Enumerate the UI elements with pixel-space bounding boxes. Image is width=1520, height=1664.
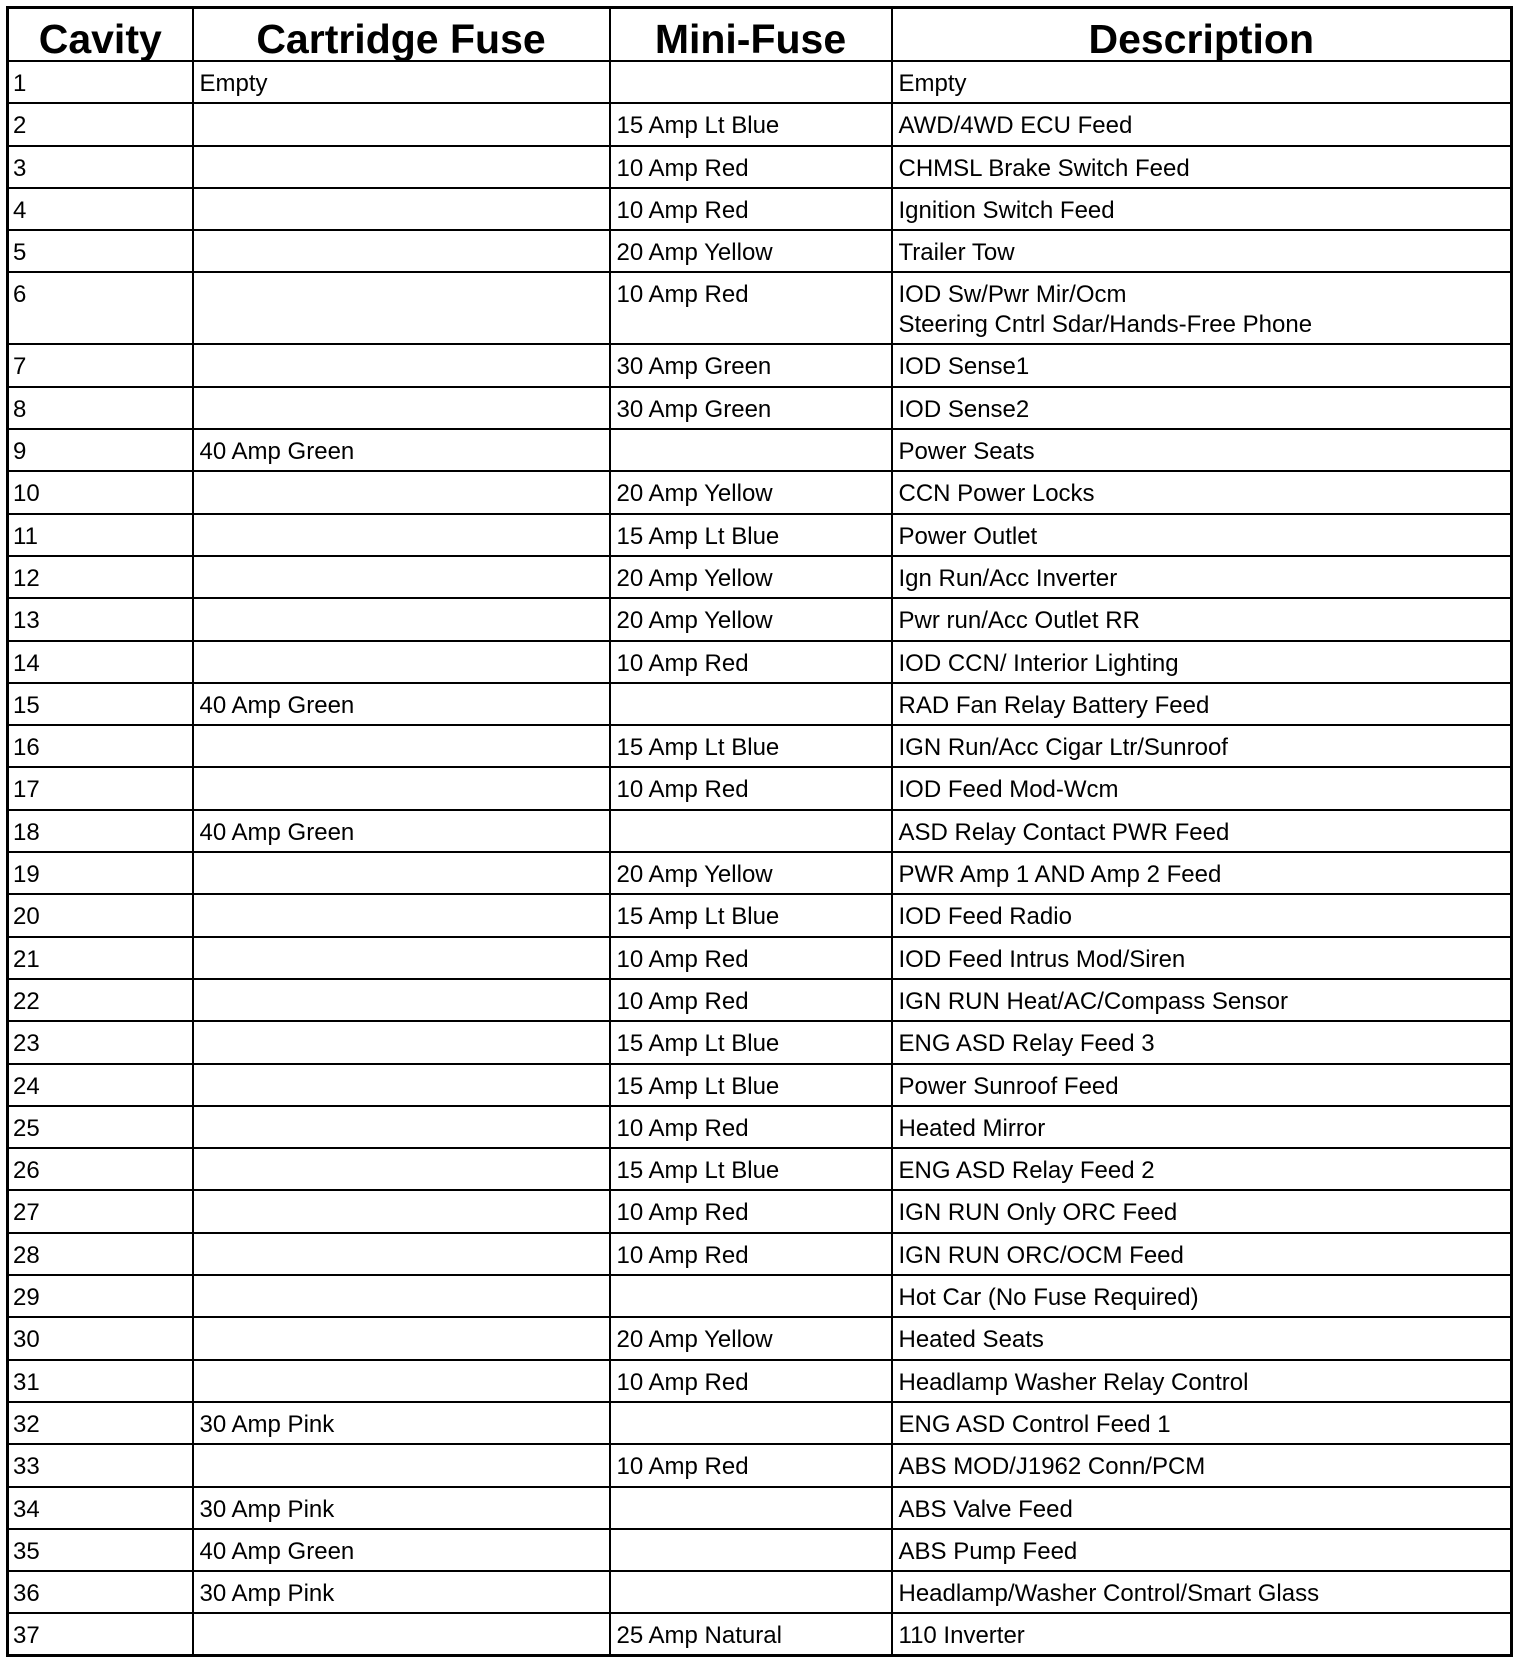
description-line: IGN Run/Acc Cigar Ltr/Sunroof (898, 734, 1228, 762)
cartridge-fuse-cell: 30 Amp Pink (193, 1571, 610, 1613)
description-line: IOD Sense2 (898, 395, 1030, 423)
mini-fuse-cell (610, 61, 892, 103)
mini-fuse-cell: 20 Amp Yellow (610, 556, 892, 598)
cartridge-fuse-cell (193, 1613, 610, 1655)
description-cell (892, 1571, 1512, 1613)
cartridge-fuse-cell (193, 641, 610, 683)
description-cell (892, 767, 1512, 809)
cartridge-fuse-cell (193, 598, 610, 640)
cartridge-fuse-cell (193, 1275, 610, 1317)
description-cell (892, 1613, 1512, 1655)
cavity-cell: 31 (8, 1360, 193, 1402)
description-cell (892, 1275, 1512, 1317)
description-cell (892, 1529, 1512, 1571)
mini-fuse-cell: 20 Amp Yellow (610, 230, 892, 272)
description-cell (892, 810, 1512, 852)
cavity-cell: 30 (8, 1317, 193, 1359)
mini-fuse-cell (610, 1275, 892, 1317)
cavity-cell: 18 (8, 810, 193, 852)
description-line: Power Outlet (898, 522, 1038, 550)
description-line: IOD Feed Intrus Mod/Siren (898, 945, 1186, 973)
fuse-table (6, 6, 1513, 1657)
mini-fuse-cell: 10 Amp Red (610, 146, 892, 188)
description-cell (892, 344, 1512, 386)
description-cell (892, 146, 1512, 188)
mini-fuse-cell (610, 429, 892, 471)
mini-fuse-cell (610, 1487, 892, 1529)
description-cell (892, 641, 1512, 683)
table-row (8, 725, 1512, 767)
table-row (8, 514, 1512, 556)
table-row (8, 103, 1512, 145)
description-line: Heated Seats (898, 1326, 1044, 1354)
table-row (8, 188, 1512, 230)
table-row (8, 429, 1512, 471)
description-cell (892, 937, 1512, 979)
description-cell (892, 103, 1512, 145)
mini-fuse-cell: 30 Amp Green (610, 344, 892, 386)
mini-fuse-cell (610, 1529, 892, 1571)
cavity-cell: 25 (8, 1106, 193, 1148)
description-cell (892, 1487, 1512, 1529)
cartridge-fuse-cell (193, 188, 610, 230)
description-cell (892, 61, 1512, 103)
cavity-cell: 32 (8, 1402, 193, 1444)
cavity-cell: 35 (8, 1529, 193, 1571)
table-row (8, 937, 1512, 979)
description-cell (892, 556, 1512, 598)
cartridge-fuse-cell: Empty (193, 61, 610, 103)
description-cell (892, 429, 1512, 471)
table-row (8, 387, 1512, 429)
mini-fuse-cell: 15 Amp Lt Blue (610, 1148, 892, 1190)
description-line: IOD CCN/ Interior Lighting (898, 649, 1179, 677)
mini-fuse-cell: 15 Amp Lt Blue (610, 103, 892, 145)
mini-fuse-cell: 10 Amp Red (610, 188, 892, 230)
description-line: Ign Run/Acc Inverter (898, 564, 1118, 592)
table-row (8, 683, 1512, 725)
header-cavity: Cavity (8, 8, 193, 62)
cartridge-fuse-cell (193, 514, 610, 556)
table-row (8, 61, 1512, 103)
table-row (8, 1529, 1512, 1571)
table-row (8, 1613, 1512, 1655)
description-line: IGN RUN Heat/AC/Compass Sensor (898, 987, 1288, 1015)
header-description: Description (892, 8, 1512, 62)
description-line: ABS Valve Feed (898, 1495, 1073, 1523)
cavity-cell: 16 (8, 725, 193, 767)
cartridge-fuse-cell: 30 Amp Pink (193, 1402, 610, 1444)
description-line: Headlamp/Washer Control/Smart Glass (898, 1580, 1320, 1608)
table-row (8, 1360, 1512, 1402)
cartridge-fuse-cell: 40 Amp Green (193, 683, 610, 725)
cavity-cell: 21 (8, 937, 193, 979)
cartridge-fuse-cell: 30 Amp Pink (193, 1487, 610, 1529)
description-line: IOD Feed Radio (898, 903, 1072, 931)
mini-fuse-cell: 20 Amp Yellow (610, 852, 892, 894)
description-cell (892, 230, 1512, 272)
mini-fuse-cell: 25 Amp Natural (610, 1613, 892, 1655)
cavity-cell: 5 (8, 230, 193, 272)
cartridge-fuse-cell (193, 146, 610, 188)
cavity-cell: 26 (8, 1148, 193, 1190)
cartridge-fuse-cell (193, 1233, 610, 1275)
description-cell (892, 725, 1512, 767)
cartridge-fuse-cell (193, 1148, 610, 1190)
cartridge-fuse-cell (193, 852, 610, 894)
cartridge-fuse-cell: 40 Amp Green (193, 429, 610, 471)
cartridge-fuse-cell (193, 1064, 610, 1106)
cartridge-fuse-cell (193, 1444, 610, 1486)
mini-fuse-cell: 10 Amp Red (610, 1444, 892, 1486)
description-line: Pwr run/Acc Outlet RR (898, 607, 1140, 635)
description-line: PWR Amp 1 AND Amp 2 Feed (898, 861, 1222, 889)
cavity-cell: 14 (8, 641, 193, 683)
description-line: IGN RUN Only ORC Feed (898, 1199, 1178, 1227)
description-line: AWD/4WD ECU Feed (898, 112, 1133, 140)
table-row (8, 230, 1512, 272)
description-cell (892, 1402, 1512, 1444)
cavity-cell: 9 (8, 429, 193, 471)
cavity-cell: 15 (8, 683, 193, 725)
table-row (8, 1190, 1512, 1232)
table-row (8, 598, 1512, 640)
table-row (8, 810, 1512, 852)
cartridge-fuse-cell (193, 103, 610, 145)
description-cell (892, 1444, 1512, 1486)
mini-fuse-cell: 10 Amp Red (610, 1233, 892, 1275)
cartridge-fuse-cell (193, 894, 610, 936)
description-line: Trailer Tow (898, 239, 1015, 267)
description-cell (892, 1064, 1512, 1106)
cartridge-fuse-cell (193, 1021, 610, 1063)
cavity-cell: 8 (8, 387, 193, 429)
cavity-cell: 20 (8, 894, 193, 936)
description-line: Headlamp Washer Relay Control (898, 1368, 1249, 1396)
description-line: IOD Sense1 (898, 353, 1030, 381)
table-row (8, 1106, 1512, 1148)
description-line: ENG ASD Control Feed 1 (898, 1410, 1171, 1438)
description-cell (892, 1360, 1512, 1402)
description-cell (892, 683, 1512, 725)
table-row (8, 1317, 1512, 1359)
cavity-cell: 11 (8, 514, 193, 556)
cartridge-fuse-cell (193, 725, 610, 767)
description-cell (892, 1233, 1512, 1275)
description-cell (892, 1190, 1512, 1232)
cavity-cell: 28 (8, 1233, 193, 1275)
mini-fuse-cell: 15 Amp Lt Blue (610, 894, 892, 936)
cartridge-fuse-cell: 40 Amp Green (193, 1529, 610, 1571)
table-row (8, 1233, 1512, 1275)
cavity-cell: 23 (8, 1021, 193, 1063)
cavity-cell: 13 (8, 598, 193, 640)
description-line: Power Seats (898, 438, 1035, 466)
cavity-cell: 4 (8, 188, 193, 230)
table-row (8, 1402, 1512, 1444)
description-line: ABS Pump Feed (898, 1537, 1078, 1565)
cavity-cell: 27 (8, 1190, 193, 1232)
cartridge-fuse-cell (193, 1360, 610, 1402)
cartridge-fuse-cell (193, 937, 610, 979)
table-row (8, 556, 1512, 598)
cavity-cell: 19 (8, 852, 193, 894)
cavity-cell: 1 (8, 61, 193, 103)
mini-fuse-cell: 30 Amp Green (610, 387, 892, 429)
mini-fuse-cell: 15 Amp Lt Blue (610, 514, 892, 556)
cavity-cell: 22 (8, 979, 193, 1021)
table-row (8, 767, 1512, 809)
description-line: Steering Cntrl Sdar/Hands-Free Phone (898, 311, 1313, 339)
description-line: CCN Power Locks (898, 480, 1095, 508)
table-row (8, 1487, 1512, 1529)
description-cell (892, 1317, 1512, 1359)
cavity-cell: 34 (8, 1487, 193, 1529)
mini-fuse-cell: 10 Amp Red (610, 1360, 892, 1402)
table-row (8, 1148, 1512, 1190)
table-row (8, 471, 1512, 513)
cartridge-fuse-cell: 40 Amp Green (193, 810, 610, 852)
mini-fuse-cell: 10 Amp Red (610, 641, 892, 683)
cavity-cell: 37 (8, 1613, 193, 1655)
table-row (8, 1021, 1512, 1063)
cavity-cell: 29 (8, 1275, 193, 1317)
description-line: ENG ASD Relay Feed 2 (898, 1157, 1155, 1185)
table-row (8, 1275, 1512, 1317)
description-line: 110 Inverter (898, 1622, 1025, 1650)
table-body (8, 61, 1512, 1656)
description-line: Heated Mirror (898, 1114, 1046, 1142)
mini-fuse-cell: 10 Amp Red (610, 937, 892, 979)
mini-fuse-cell: 10 Amp Red (610, 767, 892, 809)
table-row (8, 894, 1512, 936)
cavity-cell: 33 (8, 1444, 193, 1486)
mini-fuse-cell: 15 Amp Lt Blue (610, 1021, 892, 1063)
cavity-cell: 2 (8, 103, 193, 145)
description-cell (892, 471, 1512, 513)
description-cell (892, 1021, 1512, 1063)
table-row (8, 1064, 1512, 1106)
mini-fuse-cell: 20 Amp Yellow (610, 471, 892, 513)
mini-fuse-cell: 15 Amp Lt Blue (610, 1064, 892, 1106)
description-line: IOD Sw/Pwr Mir/Ocm (898, 281, 1127, 309)
mini-fuse-cell: 20 Amp Yellow (610, 598, 892, 640)
cartridge-fuse-cell (193, 556, 610, 598)
mini-fuse-cell (610, 1571, 892, 1613)
mini-fuse-cell: 10 Amp Red (610, 272, 892, 344)
cartridge-fuse-cell (193, 230, 610, 272)
description-line: Ignition Switch Feed (898, 196, 1115, 224)
description-line: IOD Feed Mod-Wcm (898, 776, 1119, 804)
cavity-cell: 10 (8, 471, 193, 513)
description-line: Hot Car (No Fuse Required) (898, 1284, 1199, 1312)
description-line: Power Sunroof Feed (898, 1072, 1119, 1100)
cartridge-fuse-cell (193, 767, 610, 809)
cavity-cell: 17 (8, 767, 193, 809)
mini-fuse-cell (610, 683, 892, 725)
description-cell (892, 188, 1512, 230)
mini-fuse-cell: 15 Amp Lt Blue (610, 725, 892, 767)
mini-fuse-cell: 10 Amp Red (610, 1190, 892, 1232)
cartridge-fuse-cell (193, 1106, 610, 1148)
description-line: ABS MOD/J1962 Conn/PCM (898, 1453, 1206, 1481)
table-row (8, 1571, 1512, 1613)
description-cell (892, 598, 1512, 640)
cavity-cell: 12 (8, 556, 193, 598)
mini-fuse-cell: 10 Amp Red (610, 979, 892, 1021)
cartridge-fuse-cell (193, 1317, 610, 1359)
description-line: ASD Relay Contact PWR Feed (898, 818, 1230, 846)
description-cell (892, 979, 1512, 1021)
description-cell (892, 1148, 1512, 1190)
cartridge-fuse-cell (193, 387, 610, 429)
description-cell (892, 387, 1512, 429)
cavity-cell: 3 (8, 146, 193, 188)
header-mini-fuse: Mini-Fuse (610, 8, 892, 62)
table-row (8, 272, 1512, 344)
cartridge-fuse-cell (193, 344, 610, 386)
description-cell (892, 514, 1512, 556)
cartridge-fuse-cell (193, 979, 610, 1021)
cartridge-fuse-cell (193, 1190, 610, 1232)
cartridge-fuse-cell (193, 272, 610, 344)
table-row (8, 852, 1512, 894)
cavity-cell: 6 (8, 272, 193, 344)
description-line: IGN RUN ORC/OCM Feed (898, 1241, 1184, 1269)
cartridge-fuse-cell (193, 471, 610, 513)
description-cell (892, 1106, 1512, 1148)
description-line: RAD Fan Relay Battery Feed (898, 691, 1210, 719)
description-line: ENG ASD Relay Feed 3 (898, 1030, 1155, 1058)
mini-fuse-cell (610, 810, 892, 852)
description-line: CHMSL Brake Switch Feed (898, 154, 1190, 182)
table-header-row (8, 8, 1512, 62)
description-cell (892, 272, 1512, 344)
header-cartridge-fuse: Cartridge Fuse (193, 8, 610, 62)
mini-fuse-cell: 20 Amp Yellow (610, 1317, 892, 1359)
cavity-cell: 24 (8, 1064, 193, 1106)
mini-fuse-cell: 10 Amp Red (610, 1106, 892, 1148)
description-cell (892, 894, 1512, 936)
mini-fuse-cell (610, 1402, 892, 1444)
table-row (8, 344, 1512, 386)
table-row (8, 146, 1512, 188)
fuse-table-container (6, 6, 1513, 1657)
description-line: Empty (898, 70, 967, 97)
table-row (8, 1444, 1512, 1486)
description-cell (892, 852, 1512, 894)
cavity-cell: 36 (8, 1571, 193, 1613)
table-row (8, 641, 1512, 683)
cavity-cell: 7 (8, 344, 193, 386)
table-row (8, 979, 1512, 1021)
